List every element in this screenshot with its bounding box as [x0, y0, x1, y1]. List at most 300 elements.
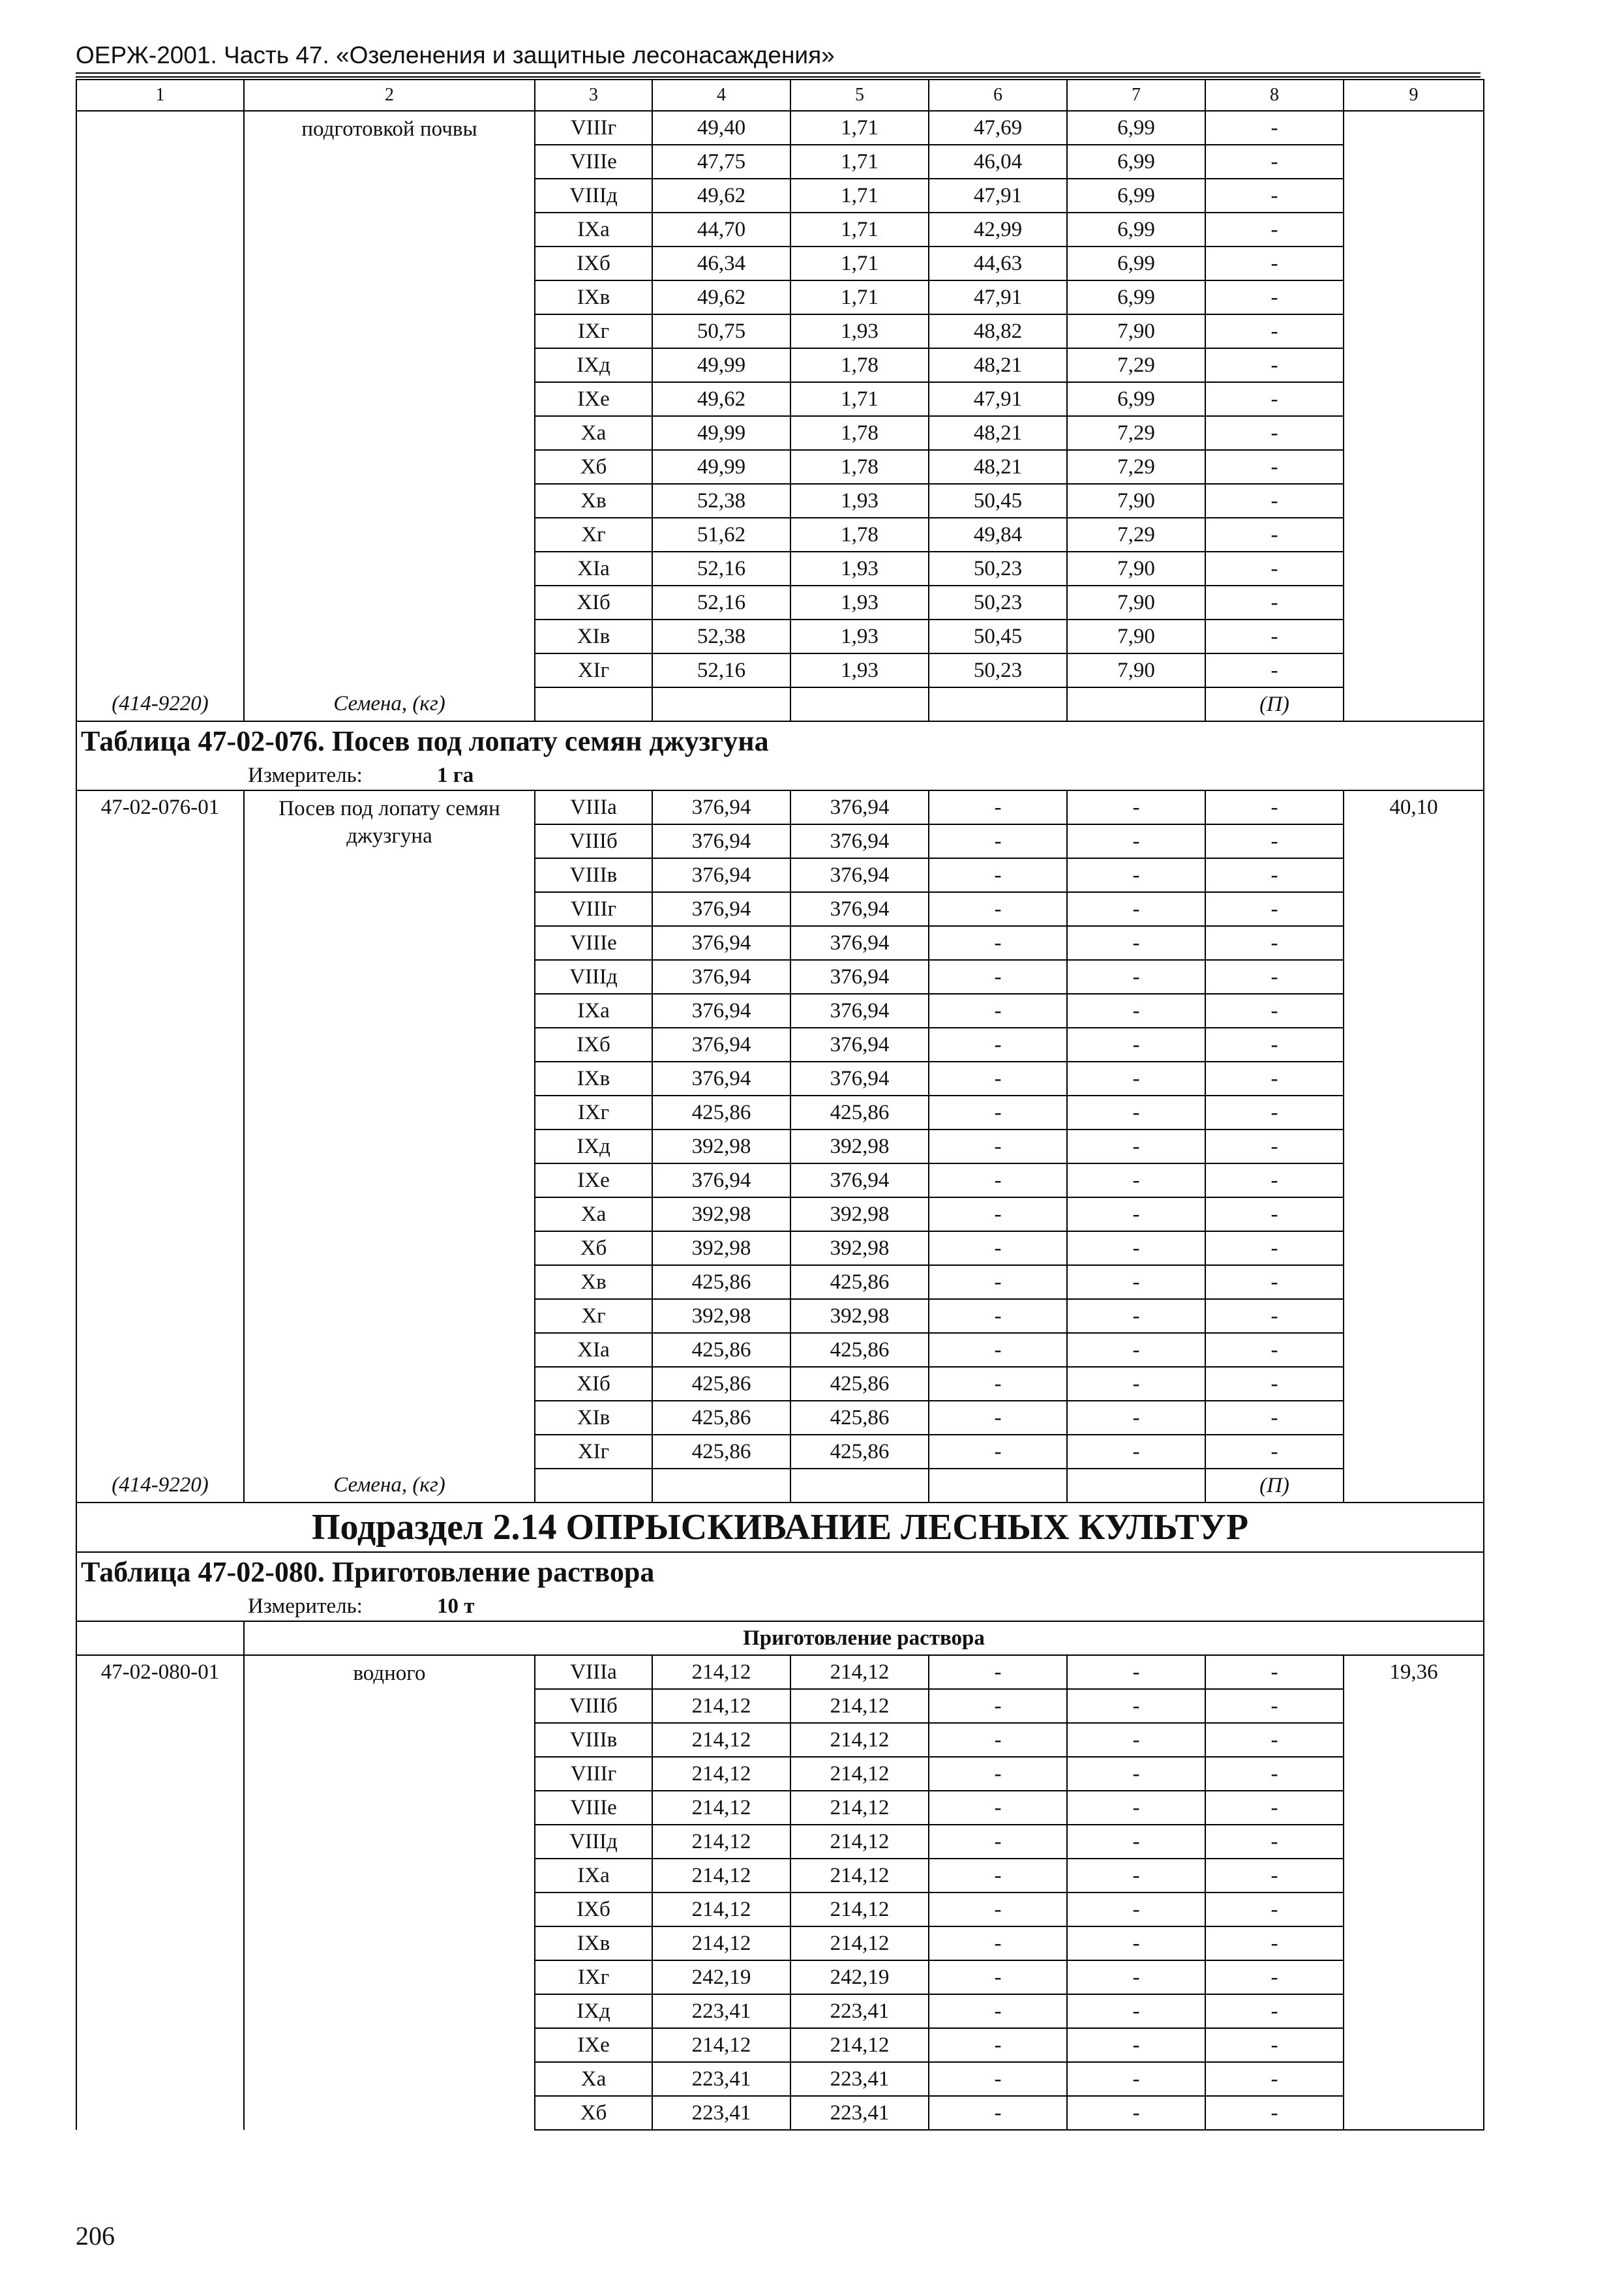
value-cell: -	[1205, 1757, 1344, 1791]
value-cell: 1,71	[790, 280, 929, 314]
value-cell: -	[1205, 450, 1344, 484]
value-cell: 49,62	[652, 179, 790, 213]
table-body	[76, 80, 1484, 2130]
column-number: 8	[1205, 80, 1344, 111]
zone-cell: XIб	[535, 1367, 652, 1401]
value-cell: 1,71	[790, 111, 929, 145]
value-cell: -	[1067, 1859, 1205, 1893]
value-cell: 214,12	[652, 1655, 790, 1689]
value-cell: 376,94	[652, 892, 790, 926]
column-number: 3	[535, 80, 652, 111]
value-cell: 214,12	[790, 2028, 929, 2062]
rate-row	[76, 790, 1484, 824]
value-cell: -	[1205, 1130, 1344, 1163]
zone-cell: IXг	[535, 314, 652, 348]
zone-cell: VIIIв	[535, 1723, 652, 1757]
value-cell: -	[929, 824, 1067, 858]
value-cell: 392,98	[652, 1231, 790, 1265]
rates-table	[76, 79, 1484, 2131]
value-cell: 6,99	[1067, 179, 1205, 213]
zone-cell: Xб	[535, 450, 652, 484]
value-cell: -	[1067, 1197, 1205, 1231]
value-cell: 214,12	[652, 2028, 790, 2062]
value-cell: 425,86	[790, 1333, 929, 1367]
zone-cell: IXд	[535, 1130, 652, 1163]
value-cell: 1,93	[790, 552, 929, 586]
value-cell: -	[1067, 790, 1205, 824]
value-cell: 242,19	[790, 1960, 929, 1994]
table-title-row	[76, 1552, 1484, 1592]
measure-cell	[244, 761, 1484, 790]
value-cell: -	[1067, 1893, 1205, 1926]
value-cell: -	[1067, 1062, 1205, 1096]
measure-row	[76, 761, 1484, 790]
measure-label: Измеритель:	[248, 764, 363, 787]
value-cell: 47,91	[929, 280, 1067, 314]
zone-cell: Xг	[535, 518, 652, 552]
value-cell: 49,84	[929, 518, 1067, 552]
column-number-row	[76, 80, 1484, 111]
value-cell: 47,91	[929, 179, 1067, 213]
value-cell: 425,86	[652, 1096, 790, 1130]
value-cell: 1,93	[790, 314, 929, 348]
value-cell: -	[1205, 111, 1344, 145]
value-cell: 6,99	[1067, 280, 1205, 314]
value-cell: -	[1067, 1825, 1205, 1859]
value-cell: -	[1067, 1655, 1205, 1689]
value-cell: -	[1205, 179, 1344, 213]
value-cell: 376,94	[790, 892, 929, 926]
value-cell: -	[1205, 1994, 1344, 2028]
value-cell: 392,98	[652, 1197, 790, 1231]
value-cell: -	[1205, 1197, 1344, 1231]
value-cell: -	[1205, 1265, 1344, 1299]
value-cell: 1,71	[790, 382, 929, 416]
zone-cell: IXг	[535, 1960, 652, 1994]
zone-cell: Xб	[535, 2096, 652, 2130]
value-cell: 49,40	[652, 111, 790, 145]
code-cell	[76, 111, 244, 687]
value-cell: 44,70	[652, 213, 790, 247]
value-cell: -	[1205, 586, 1344, 620]
value-cell: -	[1205, 416, 1344, 450]
resource-name: Семена, (кг)	[244, 687, 535, 721]
value-cell: -	[1067, 1163, 1205, 1197]
zone-cell: IXб	[535, 247, 652, 280]
value-cell: -	[1205, 280, 1344, 314]
value-cell: 47,75	[652, 145, 790, 179]
code-cell: 47-02-076-01	[76, 790, 244, 1469]
value-cell: -	[1205, 1163, 1344, 1197]
value-cell: -	[1205, 1723, 1344, 1757]
col9-cell	[1344, 111, 1484, 687]
column-number: 5	[790, 80, 929, 111]
value-cell: -	[1067, 1333, 1205, 1367]
value-cell: 376,94	[790, 994, 929, 1028]
value-cell: -	[1205, 484, 1344, 518]
code-cell: 47-02-080-01	[76, 1655, 244, 2130]
value-cell: -	[1205, 858, 1344, 892]
value-cell: 223,41	[652, 1994, 790, 2028]
value-cell: 425,86	[652, 1265, 790, 1299]
value-cell: 214,12	[652, 1723, 790, 1757]
page-number: 206	[76, 2221, 115, 2251]
value-cell: -	[1067, 1926, 1205, 1960]
value-cell: 7,90	[1067, 484, 1205, 518]
value-cell: -	[929, 1028, 1067, 1062]
value-cell: -	[1067, 926, 1205, 960]
zone-cell: VIIIб	[535, 1689, 652, 1723]
blank-cell	[76, 1592, 244, 1621]
value-cell: -	[1067, 858, 1205, 892]
value-cell: -	[1067, 1231, 1205, 1265]
value-cell: 214,12	[790, 1859, 929, 1893]
blank-cell	[929, 687, 1067, 721]
value-cell: 214,12	[652, 1757, 790, 1791]
value-cell: -	[1067, 1130, 1205, 1163]
value-cell: -	[929, 1893, 1067, 1926]
zone-cell: Xб	[535, 1231, 652, 1265]
value-cell: 214,12	[790, 1825, 929, 1859]
value-cell: 7,29	[1067, 450, 1205, 484]
blank-cell	[1067, 687, 1205, 721]
subheading: Приготовление раствора	[244, 1621, 1484, 1655]
resource-code: (414-9220)	[76, 1469, 244, 1503]
value-cell: 376,94	[652, 960, 790, 994]
value-cell: 50,75	[652, 314, 790, 348]
value-cell: -	[1205, 382, 1344, 416]
value-cell: 425,86	[652, 1401, 790, 1435]
resource-mark: (П)	[1205, 1469, 1344, 1503]
zone-cell: IXв	[535, 1062, 652, 1096]
value-cell: 214,12	[790, 1689, 929, 1723]
zone-cell: IXа	[535, 994, 652, 1028]
rate-row	[76, 1655, 1484, 1689]
value-cell: -	[1067, 1757, 1205, 1791]
value-cell: -	[929, 1096, 1067, 1130]
value-cell: -	[1067, 2028, 1205, 2062]
running-title: ОЕРЖ-2001. Часть 47. «Озеленения и защитные лесонасаждения»	[76, 42, 835, 68]
value-cell: -	[929, 1689, 1067, 1723]
value-cell: 425,86	[790, 1401, 929, 1435]
zone-cell: Xа	[535, 416, 652, 450]
value-cell: -	[929, 1333, 1067, 1367]
value-cell: -	[1067, 994, 1205, 1028]
value-cell: -	[1205, 1231, 1344, 1265]
value-cell: 44,63	[929, 247, 1067, 280]
value-cell: -	[1205, 653, 1344, 687]
value-cell: 376,94	[790, 960, 929, 994]
value-cell: -	[929, 1994, 1067, 2028]
value-cell: -	[1205, 1893, 1344, 1926]
value-cell: -	[929, 960, 1067, 994]
value-cell: -	[929, 1367, 1067, 1401]
zone-cell: VIIIг	[535, 1757, 652, 1791]
value-cell: -	[1205, 790, 1344, 824]
value-cell: 46,04	[929, 145, 1067, 179]
value-cell: -	[1205, 892, 1344, 926]
value-cell: -	[929, 1825, 1067, 1859]
zone-cell: IXе	[535, 2028, 652, 2062]
value-cell: 214,12	[790, 1926, 929, 1960]
value-cell: -	[929, 1723, 1067, 1757]
value-cell: -	[929, 1197, 1067, 1231]
value-cell: -	[929, 1265, 1067, 1299]
zone-cell: VIIIд	[535, 1825, 652, 1859]
zone-cell: Xа	[535, 2062, 652, 2096]
value-cell: -	[1205, 247, 1344, 280]
value-cell: 1,93	[790, 484, 929, 518]
zone-cell: XIв	[535, 1401, 652, 1435]
value-cell: -	[1205, 1435, 1344, 1469]
zone-cell: IXв	[535, 1926, 652, 1960]
value-cell: -	[929, 2096, 1067, 2130]
zone-cell: XIа	[535, 1333, 652, 1367]
zone-cell: VIIIа	[535, 1655, 652, 1689]
value-cell: 7,90	[1067, 552, 1205, 586]
value-cell: -	[1205, 2062, 1344, 2096]
value-cell: -	[1067, 1299, 1205, 1333]
value-cell: -	[929, 790, 1067, 824]
zone-cell: IXв	[535, 280, 652, 314]
subheading-row	[76, 1621, 1484, 1655]
value-cell: -	[929, 892, 1067, 926]
value-cell: 47,69	[929, 111, 1067, 145]
value-cell: 223,41	[652, 2096, 790, 2130]
value-cell: -	[929, 1299, 1067, 1333]
value-cell: 425,86	[790, 1265, 929, 1299]
resource-name: Семена, (кг)	[244, 1469, 535, 1503]
zone-cell: Xг	[535, 1299, 652, 1333]
value-cell: 223,41	[790, 1994, 929, 2028]
value-cell: -	[929, 1163, 1067, 1197]
value-cell: 392,98	[790, 1197, 929, 1231]
value-cell: 1,78	[790, 450, 929, 484]
value-cell: 376,94	[790, 790, 929, 824]
value-cell: -	[1205, 1825, 1344, 1859]
value-cell: -	[1205, 213, 1344, 247]
value-cell: 376,94	[652, 858, 790, 892]
value-cell: -	[1067, 1689, 1205, 1723]
value-cell: 1,93	[790, 620, 929, 653]
blank-cell	[535, 687, 652, 721]
value-cell: -	[929, 1791, 1067, 1825]
value-cell: 214,12	[790, 1723, 929, 1757]
value-cell: 214,12	[790, 1757, 929, 1791]
value-cell: 214,12	[790, 1791, 929, 1825]
value-cell: -	[1205, 518, 1344, 552]
header-rule	[76, 72, 1481, 78]
blank-cell	[76, 1621, 244, 1655]
resource-mark: (П)	[1205, 687, 1344, 721]
value-cell: 6,99	[1067, 247, 1205, 280]
value-cell: -	[1205, 1367, 1344, 1401]
value-cell: 376,94	[790, 1028, 929, 1062]
value-cell: -	[1205, 1401, 1344, 1435]
value-cell: -	[929, 1231, 1067, 1265]
zone-cell: IXд	[535, 348, 652, 382]
zone-cell: IXб	[535, 1893, 652, 1926]
zone-cell: VIIIд	[535, 179, 652, 213]
value-cell: -	[1205, 314, 1344, 348]
value-cell: 7,90	[1067, 586, 1205, 620]
value-cell: 48,21	[929, 450, 1067, 484]
value-cell: 1,93	[790, 653, 929, 687]
value-cell: 214,12	[652, 1689, 790, 1723]
value-cell: 50,23	[929, 552, 1067, 586]
value-cell: -	[929, 926, 1067, 960]
value-cell: -	[929, 858, 1067, 892]
value-cell: -	[929, 2028, 1067, 2062]
value-cell: 1,78	[790, 416, 929, 450]
value-cell: -	[929, 1926, 1067, 1960]
column-number: 6	[929, 80, 1067, 111]
value-cell: 7,90	[1067, 653, 1205, 687]
value-cell: 6,99	[1067, 382, 1205, 416]
blank-cell	[790, 1469, 929, 1503]
value-cell: 392,98	[790, 1231, 929, 1265]
value-cell: -	[1067, 2096, 1205, 2130]
value-cell: 49,62	[652, 382, 790, 416]
zone-cell: IXб	[535, 1028, 652, 1062]
value-cell: 214,12	[652, 1893, 790, 1926]
value-cell: -	[1205, 1689, 1344, 1723]
value-cell: -	[1205, 1655, 1344, 1689]
value-cell: 6,99	[1067, 213, 1205, 247]
value-cell: -	[1067, 1435, 1205, 1469]
value-cell: 392,98	[652, 1299, 790, 1333]
zone-cell: IXе	[535, 1163, 652, 1197]
value-cell: 425,86	[790, 1435, 929, 1469]
value-cell: 376,94	[652, 926, 790, 960]
zone-cell: VIIIе	[535, 926, 652, 960]
zone-cell: XIб	[535, 586, 652, 620]
value-cell: -	[1067, 1960, 1205, 1994]
resource-row	[76, 687, 1484, 721]
resource-code: (414-9220)	[76, 687, 244, 721]
value-cell: -	[929, 1859, 1067, 1893]
value-cell: 214,12	[652, 1926, 790, 1960]
value-cell: 52,38	[652, 484, 790, 518]
section-title: Подраздел 2.14 ОПРЫСКИВАНИЕ ЛЕСНЫХ КУЛЬТУР	[76, 1503, 1484, 1552]
value-cell: 223,41	[790, 2062, 929, 2096]
value-cell: -	[1067, 1723, 1205, 1757]
value-cell: -	[1205, 1859, 1344, 1893]
blank-cell	[790, 687, 929, 721]
value-cell: 48,21	[929, 348, 1067, 382]
value-cell: 49,99	[652, 450, 790, 484]
value-cell: 52,16	[652, 653, 790, 687]
value-cell: 376,94	[790, 926, 929, 960]
measure-unit: 1 га	[437, 764, 474, 787]
value-cell: -	[1067, 892, 1205, 926]
blank-cell	[1344, 687, 1484, 721]
description-cell: подготовкой почвы	[244, 111, 535, 687]
value-cell: 7,90	[1067, 620, 1205, 653]
zone-cell: Xв	[535, 484, 652, 518]
zone-cell: VIIIг	[535, 111, 652, 145]
value-cell: -	[1067, 1028, 1205, 1062]
blank-cell	[652, 1469, 790, 1503]
value-cell: 52,16	[652, 586, 790, 620]
zone-cell: XIа	[535, 552, 652, 586]
value-cell: 376,94	[652, 824, 790, 858]
value-cell: -	[1205, 1062, 1344, 1096]
value-cell: -	[929, 1130, 1067, 1163]
value-cell: -	[1205, 1791, 1344, 1825]
value-cell: -	[929, 1062, 1067, 1096]
zone-cell: IXа	[535, 1859, 652, 1893]
value-cell: -	[1067, 824, 1205, 858]
measure-row	[76, 1592, 1484, 1621]
column-number: 7	[1067, 80, 1205, 111]
value-cell: 1,71	[790, 247, 929, 280]
value-cell: 214,12	[652, 1825, 790, 1859]
measure-cell	[244, 1592, 1484, 1621]
value-cell: 7,29	[1067, 518, 1205, 552]
zone-cell: XIг	[535, 1435, 652, 1469]
value-cell: -	[1067, 1265, 1205, 1299]
value-cell: 376,94	[790, 824, 929, 858]
value-cell: -	[1067, 1791, 1205, 1825]
column-number: 2	[244, 80, 535, 111]
zone-cell: Xа	[535, 1197, 652, 1231]
value-cell: 50,45	[929, 484, 1067, 518]
value-cell: 50,45	[929, 620, 1067, 653]
value-cell: 42,99	[929, 213, 1067, 247]
value-cell: 425,86	[790, 1096, 929, 1130]
value-cell: 425,86	[790, 1367, 929, 1401]
value-cell: -	[1205, 1333, 1344, 1367]
value-cell: 52,16	[652, 552, 790, 586]
value-cell: 49,99	[652, 416, 790, 450]
blank-cell	[535, 1469, 652, 1503]
value-cell: 242,19	[652, 1960, 790, 1994]
value-cell: 425,86	[652, 1367, 790, 1401]
zone-cell: VIIIг	[535, 892, 652, 926]
value-cell: -	[1205, 348, 1344, 382]
value-cell: 425,86	[652, 1435, 790, 1469]
value-cell: 7,90	[1067, 314, 1205, 348]
value-cell: 392,98	[790, 1130, 929, 1163]
value-cell: 1,71	[790, 145, 929, 179]
value-cell: -	[1205, 1096, 1344, 1130]
value-cell: -	[929, 1960, 1067, 1994]
col9-cell: 19,36	[1344, 1655, 1484, 2130]
blank-cell	[652, 687, 790, 721]
zone-cell: VIIIе	[535, 145, 652, 179]
value-cell: 47,91	[929, 382, 1067, 416]
value-cell: 50,23	[929, 653, 1067, 687]
blank-cell	[929, 1469, 1067, 1503]
resource-row	[76, 1469, 1484, 1503]
column-number: 4	[652, 80, 790, 111]
blank-cell	[1067, 1469, 1205, 1503]
value-cell: 1,78	[790, 348, 929, 382]
col9-cell: 40,10	[1344, 790, 1484, 1469]
value-cell: 392,98	[652, 1130, 790, 1163]
value-cell: -	[1205, 994, 1344, 1028]
rate-row	[76, 111, 1484, 145]
value-cell: -	[1205, 1926, 1344, 1960]
value-cell: 49,62	[652, 280, 790, 314]
value-cell: -	[1067, 2062, 1205, 2096]
column-number: 1	[76, 80, 244, 111]
value-cell: -	[1205, 1028, 1344, 1062]
table-title-row	[76, 721, 1484, 761]
value-cell: -	[1067, 1401, 1205, 1435]
value-cell: -	[1067, 1994, 1205, 2028]
